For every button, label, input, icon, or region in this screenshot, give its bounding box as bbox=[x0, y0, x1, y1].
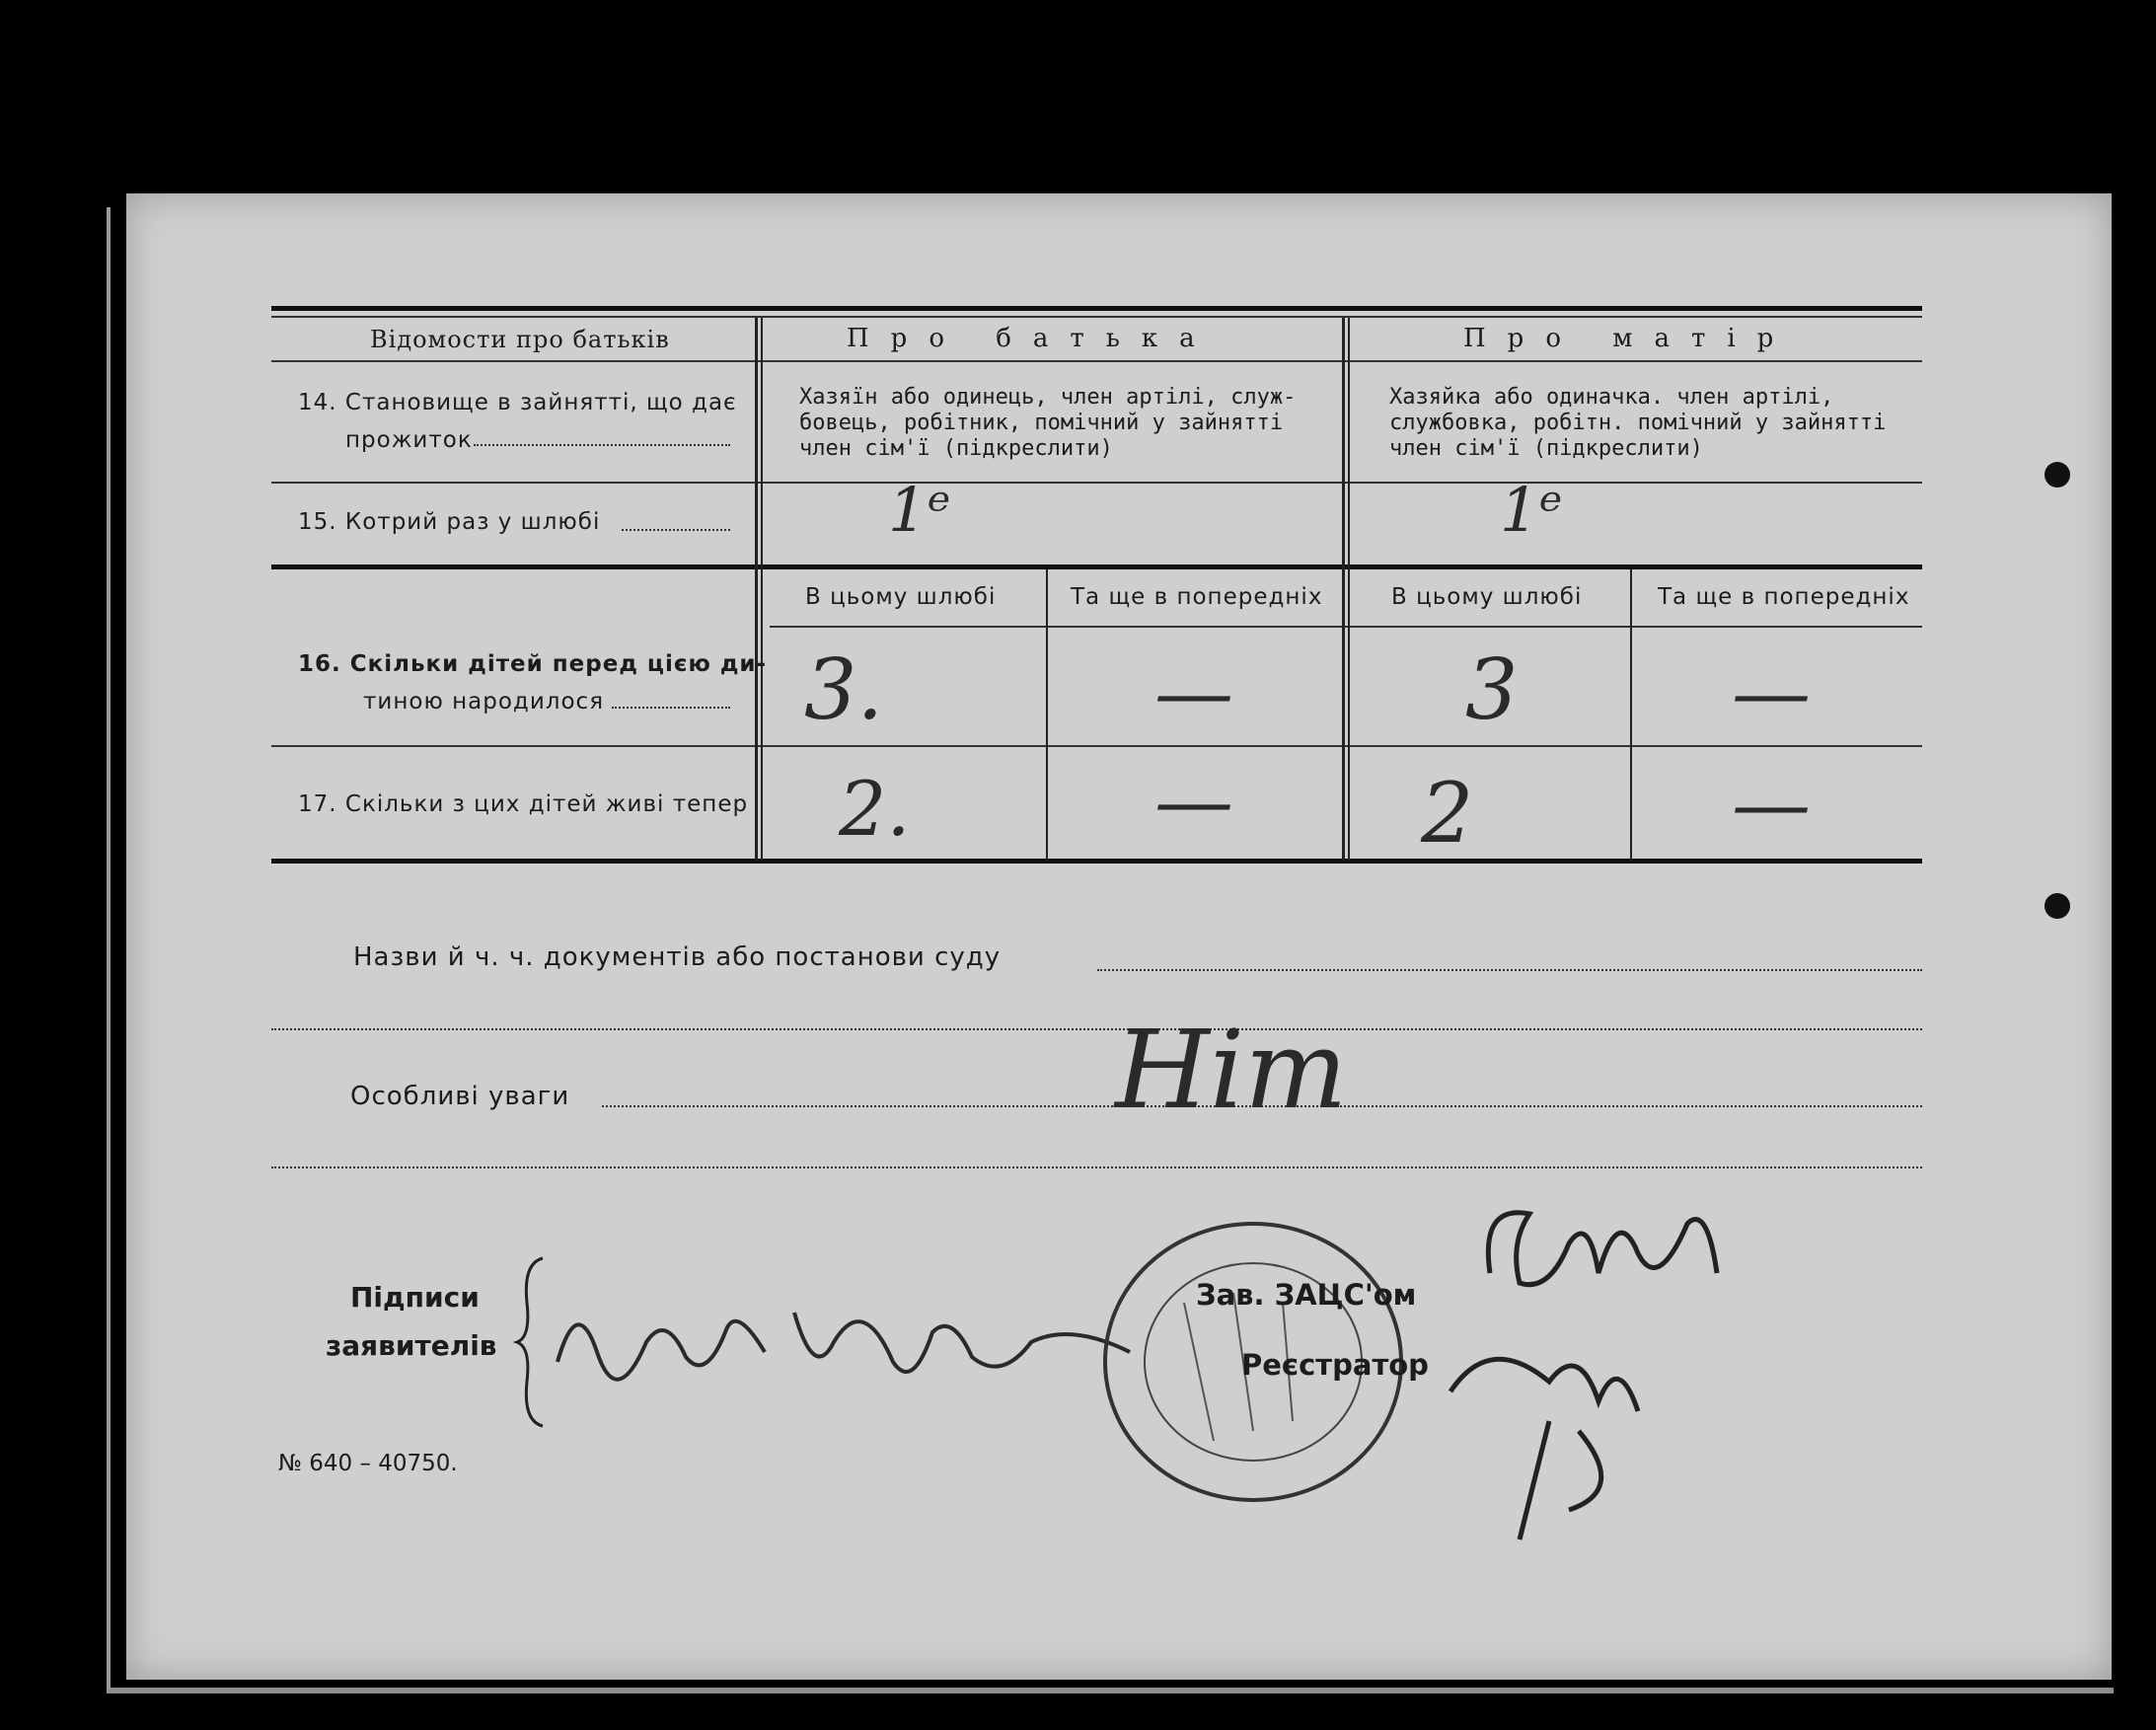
header-mother: Про матір bbox=[1463, 324, 1796, 353]
row15-father-value: 1ᵉ bbox=[888, 474, 951, 546]
punch-hole bbox=[2044, 893, 2070, 919]
header-info: Відомости про батьків bbox=[370, 326, 670, 353]
table-bottom-rule bbox=[271, 859, 1922, 864]
col-divider-info bbox=[755, 318, 758, 861]
row14-father-option-3: член сім'ї (підкреслити) bbox=[799, 436, 1113, 461]
applicants-label-line1: Підписи bbox=[350, 1281, 480, 1314]
applicants-label-line2: заявителів bbox=[326, 1329, 497, 1362]
row14-leader bbox=[474, 444, 730, 446]
row14-mother-option-2: службовка, робітн. помічний у зайнятті bbox=[1389, 411, 1887, 435]
row14-mother-option-3: член сім'ї (підкреслити) bbox=[1389, 436, 1703, 461]
row16-label-line2: тиною народилося bbox=[363, 689, 605, 715]
row14-label-line2: прожиток bbox=[345, 427, 473, 453]
row16-father-this: 3. bbox=[804, 641, 884, 738]
row14-father-option-1: Хазяїн або одинець, член артілі, служ- bbox=[799, 385, 1297, 410]
row17-label: 17. Скільки з цих дітей живі тепер bbox=[298, 791, 749, 817]
registrar-signature-handwritten bbox=[1431, 1313, 1727, 1549]
punch-hole bbox=[2044, 462, 2070, 488]
col-divider-info-2 bbox=[761, 318, 763, 861]
subheader-father-this: В цьому шлюбі bbox=[805, 584, 997, 610]
row15-mother-value: 1ᵉ bbox=[1500, 474, 1563, 546]
documents-line-2 bbox=[271, 1028, 1922, 1030]
header-bottom-rule bbox=[271, 316, 1922, 318]
documents-label: Назви й ч. ч. документів або постанови суду bbox=[353, 942, 1002, 972]
row17-mother-this: 2 bbox=[1421, 765, 1474, 862]
row16-father-prev: — bbox=[1154, 646, 1233, 738]
header-father: Про батька bbox=[847, 324, 1217, 353]
row15-leader bbox=[622, 529, 730, 531]
subheader-father-prev: Та ще в попередніх bbox=[1071, 584, 1323, 610]
row16-mother-prev: — bbox=[1732, 646, 1811, 738]
row15-label: 15. Котрий раз у шлюбі bbox=[298, 509, 601, 535]
row17-father-this: 2. bbox=[839, 765, 911, 853]
remarks-label: Особливі уваги bbox=[350, 1082, 570, 1111]
header-divider bbox=[271, 360, 1922, 362]
col-divider-parents-2 bbox=[1348, 318, 1350, 861]
subheader-divider bbox=[770, 626, 1922, 628]
subheader-mother-this: В цьому шлюбі bbox=[1391, 584, 1583, 610]
col-divider-mother-sub bbox=[1630, 569, 1632, 861]
row17-mother-prev: — bbox=[1732, 758, 1811, 850]
row14-father-option-2: бовець, робітник, помічний у зайнятті bbox=[799, 411, 1284, 435]
remarks-value: Ніт bbox=[1115, 1007, 1348, 1133]
row15-bottom-rule bbox=[271, 564, 1922, 569]
row17-father-prev: — bbox=[1154, 755, 1233, 847]
head-label: Зав. ЗАЦС'ом bbox=[1196, 1278, 1417, 1312]
col-divider-father-sub bbox=[1046, 569, 1048, 861]
row14-divider bbox=[271, 482, 1922, 484]
col-divider-parents bbox=[1342, 318, 1345, 861]
row14-label-line1: 14. Становище в зайнятті, що дає bbox=[298, 390, 737, 415]
row16-leader bbox=[612, 707, 730, 709]
row16-label-line1: 16. Скільки дітей перед цією ди- bbox=[298, 651, 768, 677]
documents-line-1 bbox=[1097, 969, 1922, 971]
head-signature-handwritten bbox=[1450, 1184, 1747, 1313]
registrar-label: Реєстратор bbox=[1241, 1348, 1429, 1382]
row16-mother-this: 3 bbox=[1465, 641, 1519, 738]
subheader-mother-prev: Та ще в попередніх bbox=[1658, 584, 1910, 610]
row14-mother-option-1: Хазяйка або одиначка. член артілі, bbox=[1389, 385, 1834, 410]
applicant-signature-handwritten bbox=[538, 1273, 1169, 1411]
row16-divider bbox=[271, 745, 1922, 747]
form-number: № 640 – 40750. bbox=[278, 1451, 458, 1476]
remarks-line-2 bbox=[271, 1166, 1922, 1168]
table-top-rule bbox=[271, 306, 1922, 311]
